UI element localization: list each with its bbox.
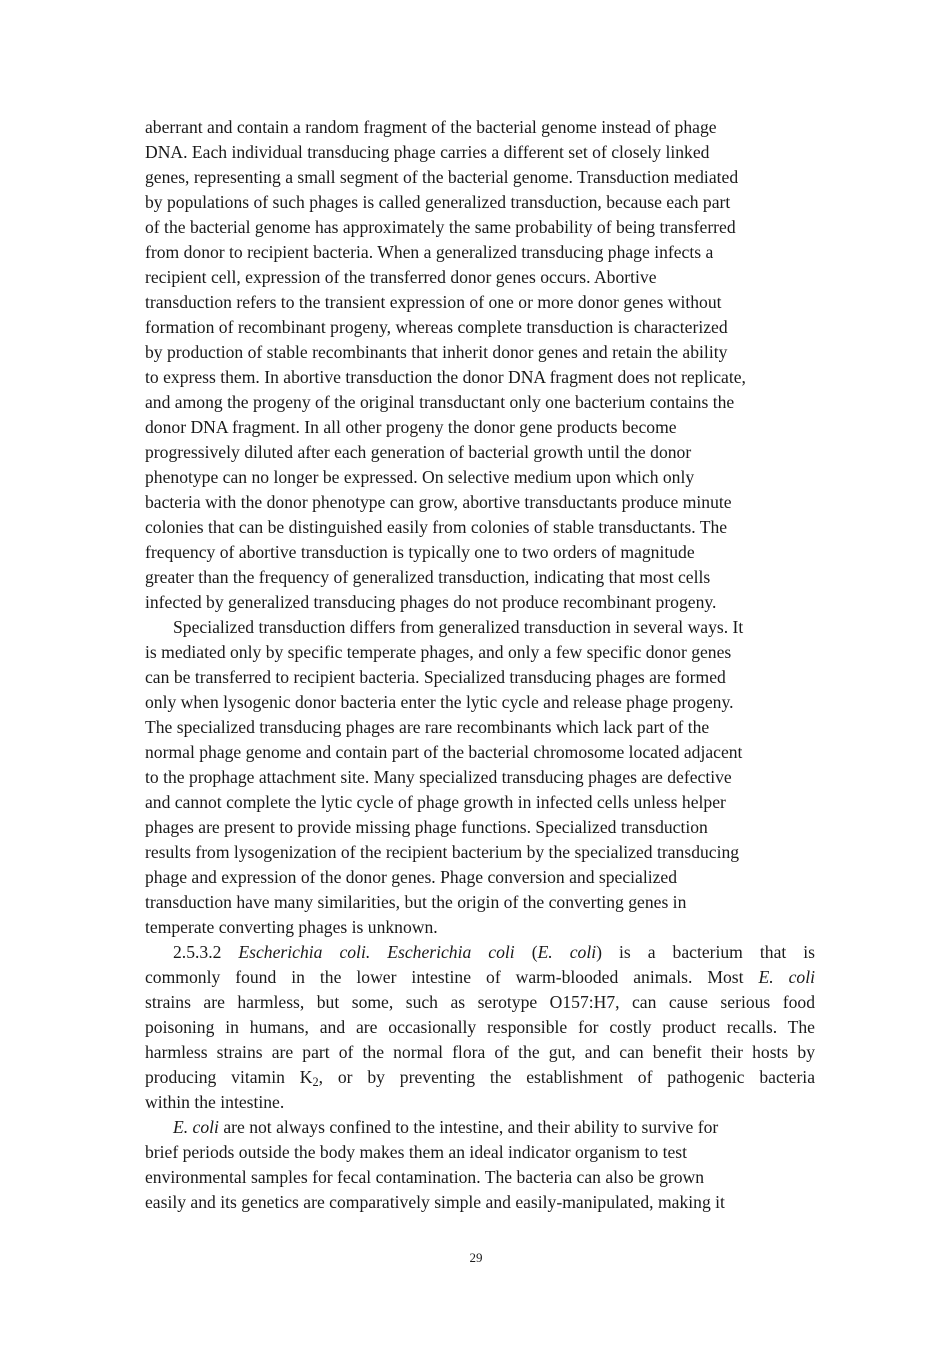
text-line: recipient cell, expression of the transferred donor genes occurs. Abortive bbox=[145, 267, 657, 287]
text-line: E. coli are not always confined to the intestine, and their ability to survive for bbox=[173, 1117, 719, 1137]
text-line: phages are present to provide missing phage functions. Specialized transduction bbox=[145, 817, 708, 837]
text-line: to the prophage attachment site. Many specialized transducing phages are defective bbox=[145, 767, 732, 787]
section-number: 2.5.3.2 bbox=[173, 942, 222, 962]
text-line: donor DNA fragment. In all other progeny the donor gene products become bbox=[145, 417, 677, 437]
text-line: phenotype can no longer be expressed. On selective medium upon which only bbox=[145, 467, 695, 487]
species-abbrev: E. coli bbox=[173, 1117, 219, 1137]
species-abbrev: E. coli bbox=[758, 967, 815, 987]
text-line: colonies that can be distinguished easily from colonies of stable transductants. The bbox=[145, 517, 728, 537]
text-line: harmless strains are part of the normal flora of the gut, and can benefit their hosts by bbox=[145, 1042, 815, 1062]
text-line: by production of stable recombinants that inherit donor genes and retain the ability bbox=[145, 342, 728, 362]
text-line: environmental samples for fecal contamination. The bacteria can also be grown bbox=[145, 1167, 705, 1187]
paragraph-escherichia-coli bbox=[145, 940, 815, 1115]
text-line: bacteria with the donor phenotype can grow, abortive transductants produce minute bbox=[145, 492, 732, 512]
paragraph-specialized-transduction bbox=[145, 615, 815, 940]
species-name: Escherichia coli bbox=[387, 942, 515, 962]
text-line: DNA. Each individual transducing phage carries a different set of closely linked bbox=[145, 142, 710, 162]
text-line: transduction refers to the transient expression of one or more donor genes without bbox=[145, 292, 722, 312]
text-line: can be transferred to recipient bacteria. Specialized transducing phages are formed bbox=[145, 667, 726, 687]
text-line: Specialized transduction differs from generalized transduction in several ways. It bbox=[173, 617, 744, 637]
page-number: 29 bbox=[469, 1250, 483, 1265]
text-line: from donor to recipient bacteria. When a generalized transducing phage infects a bbox=[145, 242, 714, 262]
text-line: poisoning in humans, and are occasionally responsible for costly product recalls. The bbox=[145, 1017, 815, 1037]
body-text bbox=[145, 115, 815, 1215]
text-line: is mediated only by specific temperate phages, and only a few specific donor genes bbox=[145, 642, 732, 662]
text-line: transduction have many similarities, but the origin of the converting genes in bbox=[145, 892, 687, 912]
text-line: genes, representing a small segment of the bacterial genome. Transduction mediated bbox=[145, 167, 739, 187]
text-line: by populations of such phages is called generalized transduction, because each part bbox=[145, 192, 731, 212]
text-line: within the intestine. bbox=[145, 1092, 285, 1112]
text-line: strains are harmless, but some, such as serotype O157:H7, can cause serious food bbox=[145, 992, 815, 1012]
text-line: results from lysogenization of the recipient bacterium by the specialized transducing bbox=[145, 842, 740, 862]
text-line: 2.5.3.2 Escherichia coli. Escherichia coli (E. coli) is a bacterium that is bbox=[173, 942, 816, 962]
text-line: producing vitamin $K_2$, or by preventing the establishment of pathogenic bacteria bbox=[145, 1067, 816, 1090]
text-line: phage and expression of the donor genes. Phage conversion and specialized bbox=[145, 867, 678, 887]
text-line: brief periods outside the body makes them an ideal indicator organism to test bbox=[145, 1142, 688, 1162]
text-line: only when lysogenic donor bacteria enter the lytic cycle and release phage progeny. bbox=[145, 692, 734, 712]
paragraph-ecoli-indicator bbox=[145, 1115, 815, 1215]
species-abbrev: E. coli bbox=[537, 942, 597, 962]
text-line: of the bacterial genome has approximately the same probability of being transferred bbox=[145, 217, 736, 237]
paragraph-generalized-transduction bbox=[145, 115, 815, 615]
text-line: aberrant and contain a random fragment of the bacterial genome instead of phage bbox=[145, 117, 717, 137]
text-line: formation of recombinant progeny, whereas complete transduction is characterized bbox=[145, 317, 728, 337]
text-line: commonly found in the lower intestine of warm-blooded animals. Most E. coli bbox=[145, 967, 815, 987]
text-line: and cannot complete the lytic cycle of phage growth in infected cells unless helper bbox=[145, 792, 726, 812]
section-title: Escherichia coli. bbox=[238, 942, 371, 962]
text-line: normal phage genome and contain part of the bacterial chromosome located adjacent bbox=[145, 742, 743, 762]
text-line: greater than the frequency of generalized transduction, indicating that most cells bbox=[145, 567, 711, 587]
text-line: frequency of abortive transduction is typically one to two orders of magnitude bbox=[145, 542, 695, 562]
text-line: infected by generalized transducing phages do not produce recombinant progeny. bbox=[145, 592, 717, 612]
text-line: The specialized transducing phages are rare recombinants which lack part of the bbox=[145, 717, 710, 737]
text-line: easily and its genetics are comparatively simple and easily-manipulated, making it bbox=[145, 1192, 725, 1212]
text-line: progressively diluted after each generation of bacterial growth until the donor bbox=[145, 442, 692, 462]
text-line: temperate converting phages is unknown. bbox=[145, 917, 438, 937]
text-line: to express them. In abortive transduction the donor DNA fragment does not replicate, bbox=[145, 367, 746, 387]
text-line: and among the progeny of the original transductant only one bacterium contains the bbox=[145, 392, 735, 412]
